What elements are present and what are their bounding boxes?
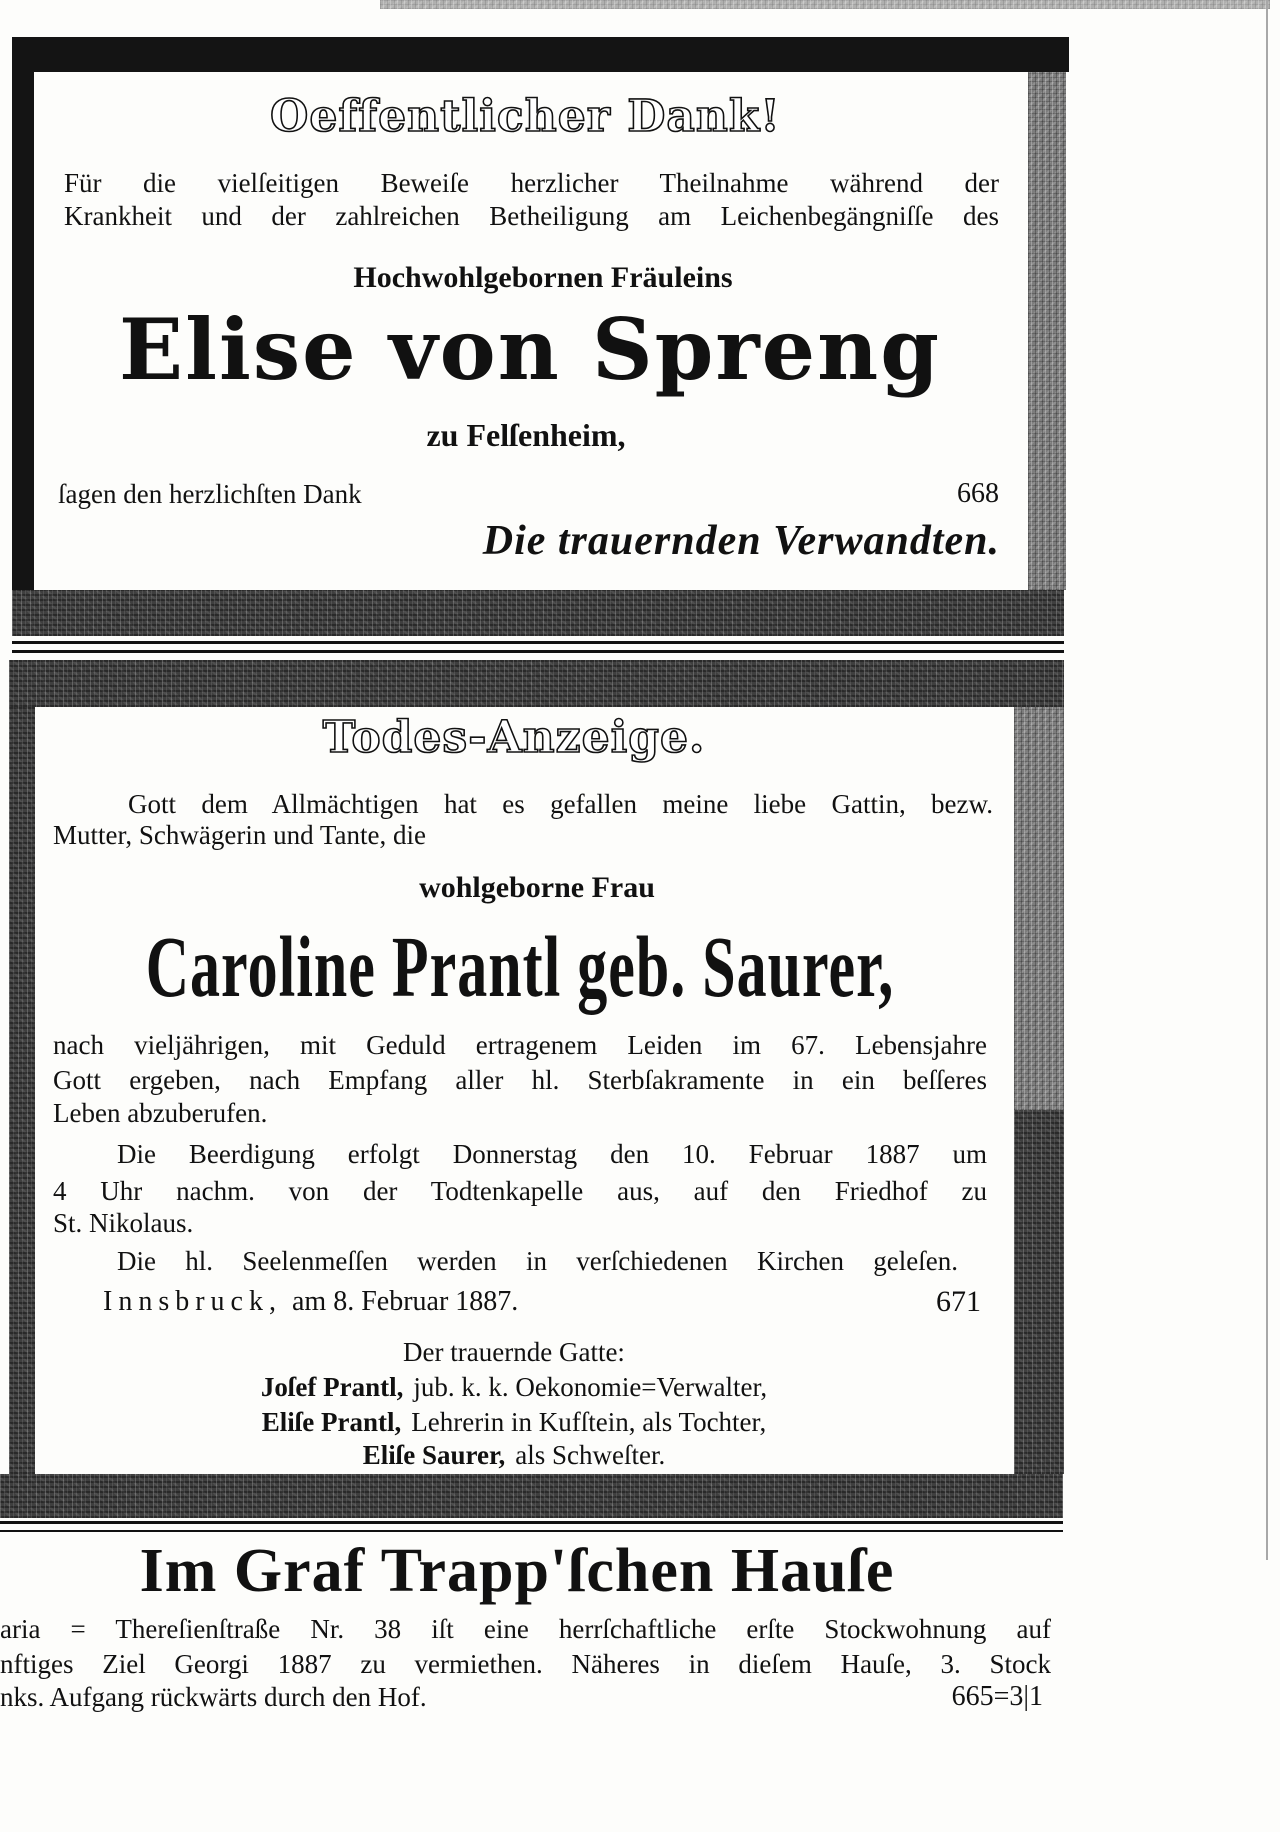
thanks-notice-intro-line: Für die vielſeitigen Beweiſe herzlicher Theilnahme während der (64, 168, 999, 198)
death-notice-left-border (9, 707, 35, 1474)
thanks-notice-top-bar (12, 37, 1069, 72)
death-notice-top-bar (9, 660, 1064, 707)
death-notice-bottom-bar (0, 1474, 1063, 1518)
mourner-name: Eliſe Prantl, (261, 1407, 402, 1437)
mourner-name: Eliſe Saurer, (362, 1440, 506, 1470)
death-notice-honorific: wohlgeborne Frau (419, 871, 655, 904)
death-notice-deceased-name: Caroline Prantl geb. Saurer, (145, 919, 895, 1015)
apartment-ad-title: Im Graf Trapp'ſchen Hauſe (139, 1537, 895, 1605)
thanks-notice-left-border (12, 72, 34, 592)
separator-rule (12, 650, 1064, 653)
apartment-ad-line: nks. Aufgang rückwärts durch den Hof. (0, 1682, 427, 1712)
death-notice-passing-line: Leben abzuberufen. (53, 1098, 268, 1128)
mourner-role: als Schweſter. (515, 1440, 666, 1470)
death-notice-mourner (164, 1406, 864, 1438)
death-notice-place: Innsbruck, (103, 1286, 282, 1317)
apartment-ad-number: 665=3|1 (951, 1681, 1043, 1712)
thanks-notice-bottom-bar (12, 590, 1064, 636)
mourner-name: Joſef Prantl, (260, 1372, 404, 1402)
thanks-notice-honorific: Hochwohlgebornen Fräuleins (353, 261, 733, 294)
death-notice-intro-line: Mutter, Schwägerin und Tante, die (53, 820, 426, 850)
apartment-ad-line: aria = Thereſienſtraße Nr. 38 iſt eine herrſchaftliche erſte Stockwohnung auf (0, 1614, 1051, 1644)
thanks-notice-ad-number: 668 (957, 478, 999, 509)
death-notice-masses-line: Die hl. Seelenmeſſen werden in verſchiedenen Kirchen geleſen. (117, 1246, 958, 1276)
thanks-notice-intro-line: Krankheit und der zahlreichen Betheiligung am Leichenbegängniſſe des (64, 201, 999, 231)
thanks-notice-residence: zu Felſenheim, (426, 417, 626, 453)
death-notice-place-date (103, 1286, 518, 1318)
death-notice-mourner (264, 1439, 764, 1471)
death-notice-title: Todes-Anzeige. (322, 712, 706, 763)
death-notice-mourners-heading: Der trauernde Gatte: (403, 1337, 625, 1367)
thanks-notice-title: Oeffentlicher Dank! (270, 91, 781, 142)
death-notice-right-border-lower (1014, 1110, 1064, 1474)
thanks-notice-signature: Die trauernden Verwandten. (482, 518, 1000, 564)
death-notice-intro-line: Gott dem Allmächtigen hat es gefallen meine liebe Gattin, bezw. (128, 789, 993, 819)
separator-rule (12, 641, 1064, 644)
death-notice-passing-line: Gott ergeben, nach Empfang aller hl. Sterbſakramente in ein beſſeres (53, 1065, 987, 1095)
thanks-notice-right-border (1028, 72, 1066, 590)
mourner-role: Lehrerin in Kufſtein, als Tochter, (411, 1407, 767, 1437)
thanks-notice-thanks-line: ſagen den herzlichſten Dank (58, 479, 362, 509)
death-notice-right-border-upper (1014, 707, 1064, 1110)
death-notice-funeral-line: 4 Uhr nachm. von der Todtenkapelle aus, auf den Friedhof zu (53, 1176, 987, 1206)
death-notice-funeral-line: St. Nikolaus. (53, 1208, 194, 1238)
mourner-role: jub. k. k. Oekonomie=Verwalter, (413, 1372, 768, 1402)
separator-rule (0, 1521, 1063, 1524)
death-notice-date: am 8. Februar 1887. (291, 1286, 519, 1317)
death-notice-mourner (164, 1371, 864, 1403)
death-notice-passing-line: nach vieljährigen, mit Geduld ertragenem Leiden im 67. Lebensjahre (53, 1030, 987, 1060)
apartment-ad-line: nftiges Ziel Georgi 1887 zu vermiethen. Näheres in dieſem Hauſe, 3. Stock (0, 1649, 1051, 1679)
death-notice-funeral-line: Die Beerdigung erfolgt Donnerstag den 10. Februar 1887 um (117, 1139, 987, 1169)
top-remnant-band (380, 0, 1270, 9)
death-notice-ad-number: 671 (936, 1285, 981, 1318)
thanks-notice-deceased-name: Elise von Spreng (119, 300, 941, 399)
separator-rule (0, 1530, 1063, 1532)
page-edge-line (1266, 0, 1268, 1560)
